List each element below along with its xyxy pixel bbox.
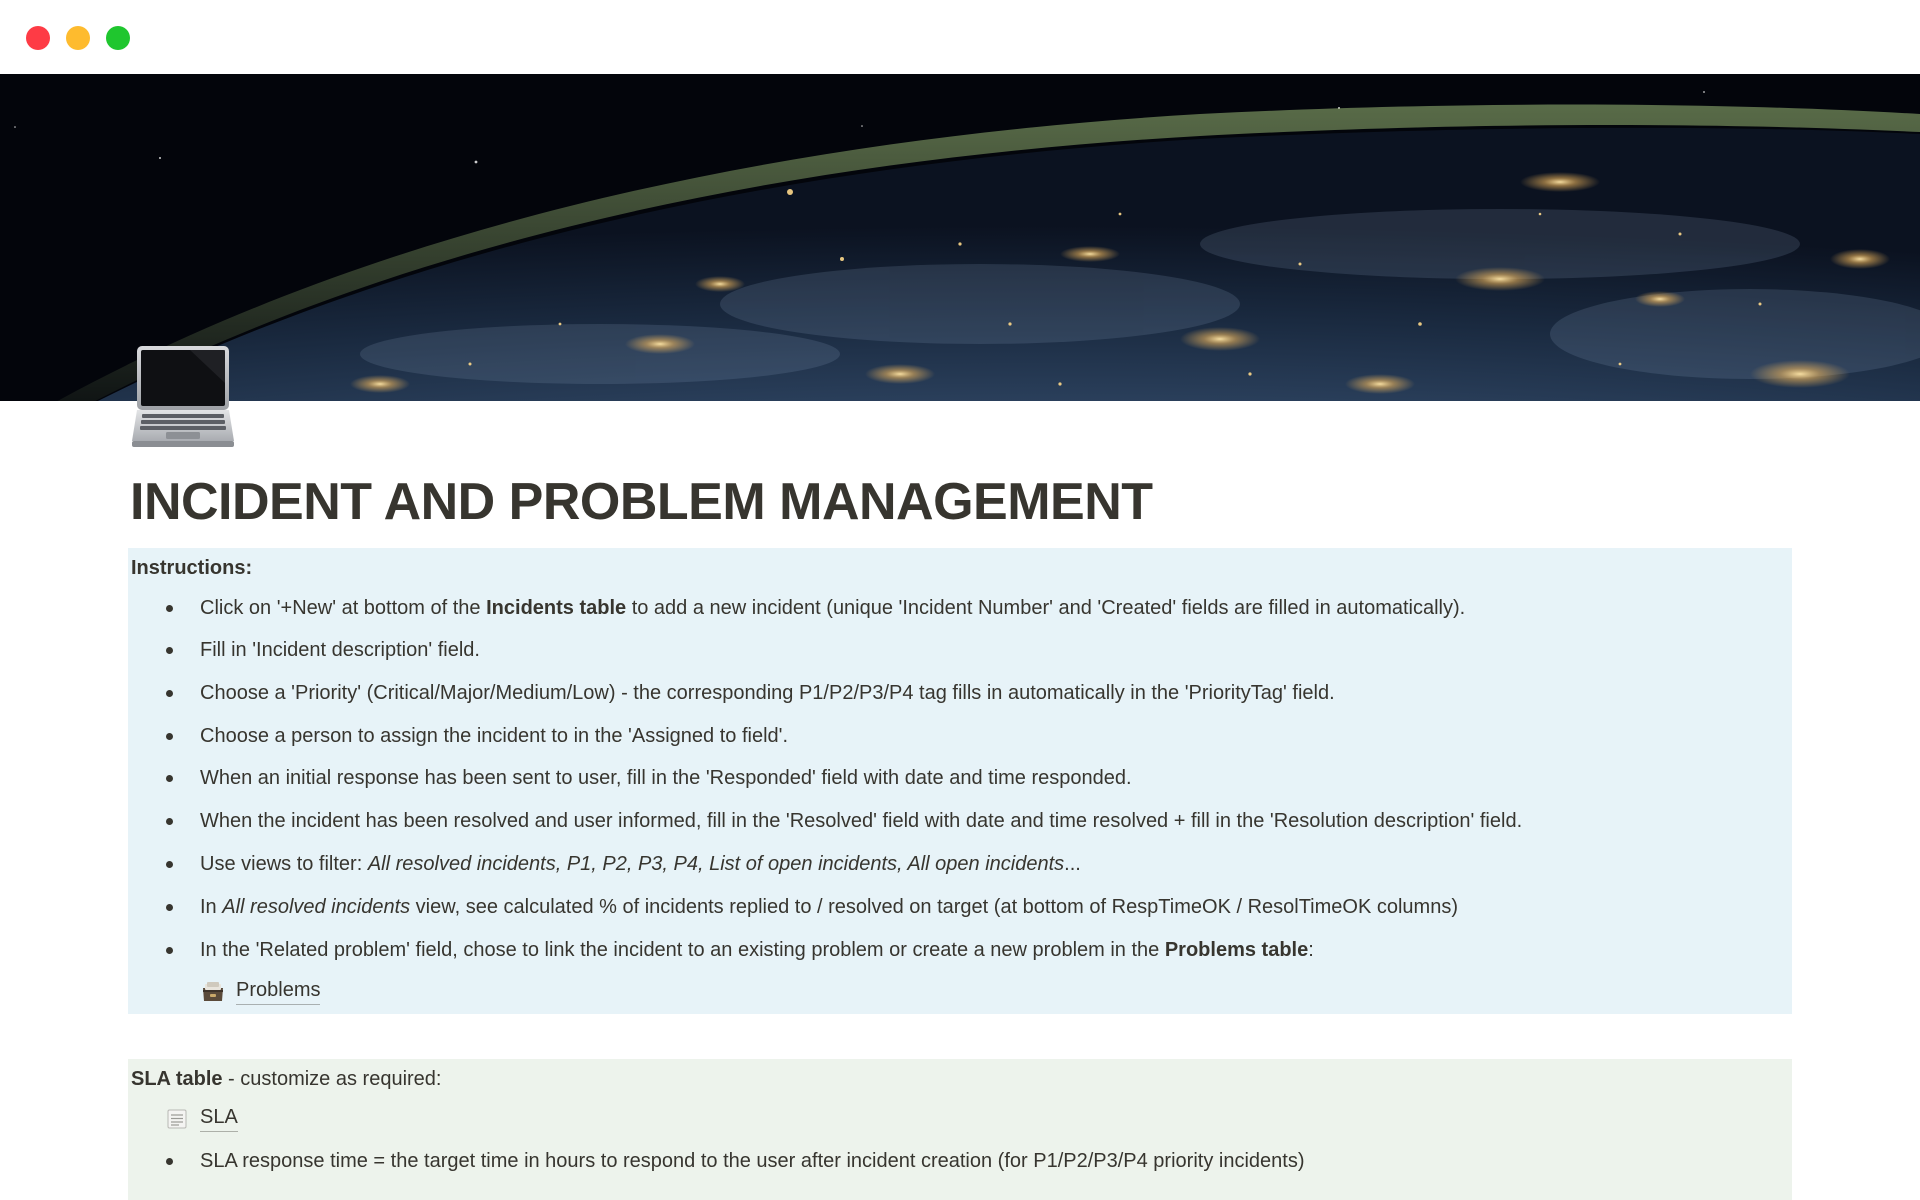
page-title[interactable]: INCIDENT AND PROBLEM MANAGEMENT bbox=[130, 473, 1153, 531]
bullet-dot bbox=[166, 818, 173, 825]
instructions-heading: Instructions: bbox=[131, 557, 253, 579]
laptop-icon[interactable] bbox=[130, 343, 236, 451]
card-file-box-icon bbox=[201, 981, 225, 1001]
page-facing-up-icon bbox=[165, 1108, 189, 1128]
minimize-window-button[interactable] bbox=[66, 26, 90, 50]
page-cover-image[interactable] bbox=[0, 74, 1920, 401]
bullet-dot bbox=[166, 904, 173, 911]
instructions-callout: Instructions: Click on '+New' at bottom of the Incidents table to add a new incident (unique 'Incident Number' and 'Created' fields are filled in automatically). Fill in 'Incident description' field. Choose a 'Priority' (Critical/Major/Medium/Low) - the corresponding P1/P2/P3/P4 tag fills in automatically in the 'PriorityTag' field. Choose a person to assign the incident to in the 'Assigned to field'. When an initial response has been sent to user, fill in the 'Responded' field with date and time responded. When the incident has been resolved and user informed, fill in the 'Resolved' field with date and time resolved + fill in the 'Resolution description' field. Use views to filter: All resolved incidents, P1, P2, P3, P4, List of open incidents, All open incidents... In All resolved incidents view, see calculated % of incidents replied to / resolved on target (at bottom of RespTimeOK / ResolTimeOK columns) In the 'Related problem' field, chose to link the incident to an existing problem or create a new problem in the Problems table: Problems bbox=[128, 548, 1792, 1014]
window-titlebar bbox=[0, 0, 1920, 74]
bullet-dot bbox=[166, 775, 173, 782]
sla-heading: SLA table - customize as required: bbox=[131, 1068, 442, 1090]
bullet-dot bbox=[166, 947, 173, 954]
close-window-button[interactable] bbox=[26, 26, 50, 50]
bullet-dot bbox=[166, 690, 173, 697]
bullet-dot bbox=[166, 647, 173, 654]
bullet-dot bbox=[166, 605, 173, 612]
sla-callout: SLA table - customize as required: SLA SLA response time = the target time in hours to respond to the user after incident creation (for P1/P2/P3/P4 priority incidents) bbox=[128, 1059, 1792, 1200]
maximize-window-button[interactable] bbox=[106, 26, 130, 50]
earth-at-night-cover-image bbox=[0, 74, 1920, 401]
bullet-dot bbox=[166, 1158, 173, 1165]
bullet-dot bbox=[166, 733, 173, 740]
bullet-dot bbox=[166, 861, 173, 868]
